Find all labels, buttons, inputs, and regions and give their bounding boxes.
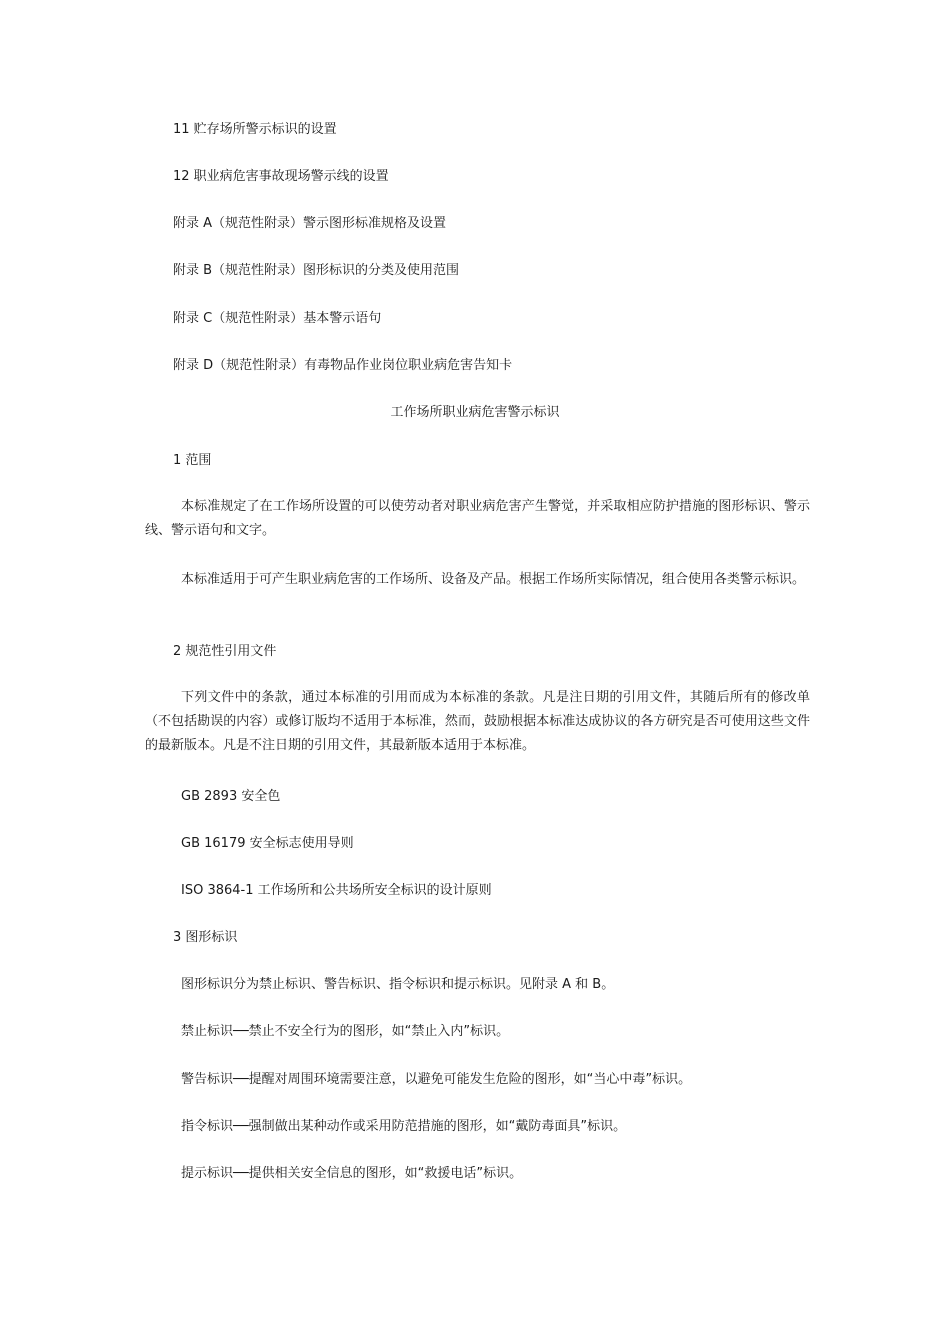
body-line: 图形标识分为禁止标识、警告标识、指令标识和提示标识。见附录 A 和 B。 <box>181 977 615 992</box>
toc-item: 11 贮存场所警示标识的设置 <box>173 122 337 137</box>
reference-item: GB 2893 安全色 <box>181 789 281 804</box>
reference-item: GB 16179 安全标志使用导则 <box>181 836 354 851</box>
document-title: 工作场所职业病危害警示标识 <box>390 405 560 420</box>
section-heading: 1 范围 <box>173 453 212 468</box>
toc-item: 附录 D（规范性附录）有毒物品作业岗位职业病危害告知卡 <box>173 358 513 373</box>
body-paragraph: 本标准规定了在工作场所设置的可以使劳动者对职业病危害产生警觉，并采取相应防护措施的图形标识、警示线、警示语句和文字。 <box>145 499 810 538</box>
body-paragraph: 本标准适用于可产生职业病危害的工作场所、设备及产品。根据工作场所实际情况，组合使用各类警示标识。 <box>181 572 806 587</box>
body-line: 提示标识──提供相关安全信息的图形，如“救援电话”标识。 <box>181 1166 523 1181</box>
toc-item: 附录 B（规范性附录）图形标识的分类及使用范围 <box>173 263 460 278</box>
reference-item: ISO 3864-1 工作场所和公共场所安全标识的设计原则 <box>181 883 492 898</box>
body-paragraph: 下列文件中的条款，通过本标准的引用而成为本标准的条款。凡是注日期的引用文件，其随后所有的修改单（不包括勘误的内容）或修订版均不适用于本标准，然而，鼓励根据本标准达成协议的各方研究是否可使用这些文件的最新版本。凡是不注日期的引用文件，其最新版本适用于本标准。 <box>145 690 810 753</box>
toc-item: 附录 A（规范性附录）警示图形标准规格及设置 <box>173 216 447 231</box>
section-heading: 3 图形标识 <box>173 930 238 945</box>
toc-item: 12 职业病危害事故现场警示线的设置 <box>173 169 389 184</box>
body-line: 禁止标识──禁止不安全行为的图形，如“禁止入内”标识。 <box>181 1024 510 1039</box>
body-line: 指令标识──强制做出某种动作或采用防范措施的图形，如“戴防毒面具”标识。 <box>181 1119 627 1134</box>
section-heading: 2 规范性引用文件 <box>173 644 277 659</box>
body-line: 警告标识──提醒对周围环境需要注意，以避免可能发生危险的图形，如“当心中毒”标识。 <box>181 1072 692 1087</box>
toc-item: 附录 C（规范性附录）基本警示语句 <box>173 311 382 326</box>
